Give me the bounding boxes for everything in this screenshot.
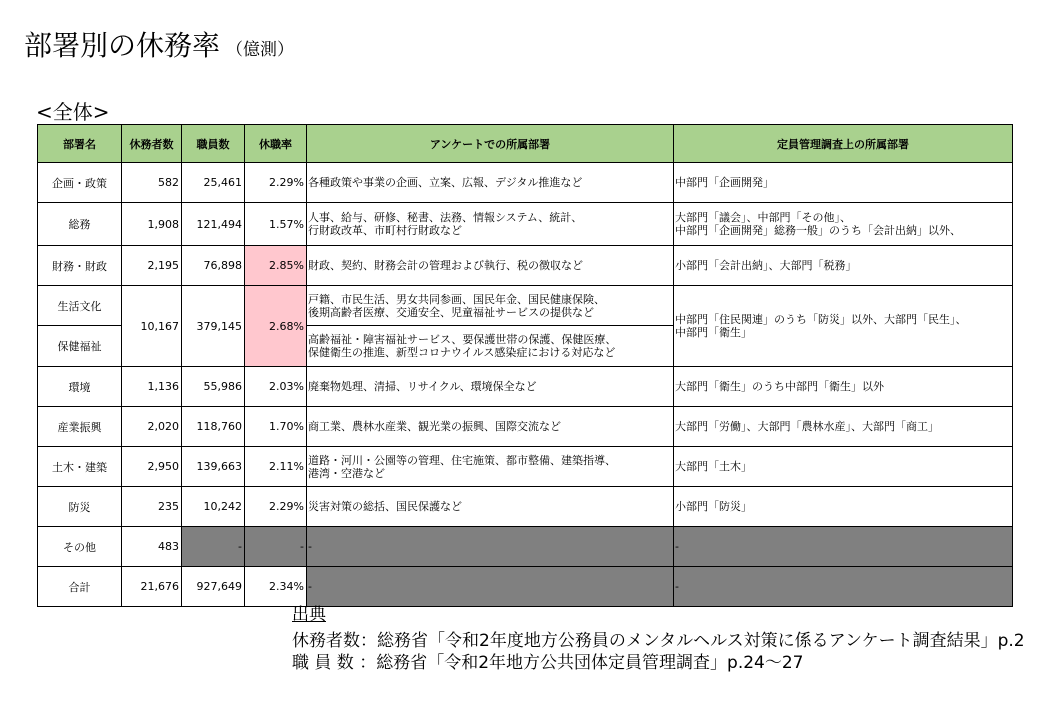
page-title-note: （億測） — [226, 40, 295, 60]
quota-dept: 中部門「企画開発」 — [674, 163, 1013, 203]
leave-count: 2,950 — [122, 447, 182, 487]
staff-count: 76,898 — [182, 246, 245, 286]
survey-dept-na: - — [307, 567, 674, 607]
dept-name: 土木・建築 — [38, 447, 122, 487]
leave-count: 483 — [122, 527, 182, 567]
survey-dept: 高齢福祉・障害福祉サービス、要保護世帯の保護、保健医療、 保健衛生の推進、新型コロナウイルス感染症における対応など — [307, 326, 674, 367]
quota-dept-na: - — [674, 567, 1013, 607]
leave-count: 1,908 — [122, 203, 182, 246]
header-staff: 職員数 — [182, 125, 245, 163]
source-heading: 出典 — [292, 605, 326, 625]
leave-rate: 2.29% — [245, 487, 307, 527]
header-dept: 部署名 — [38, 125, 122, 163]
dept-name: 生活文化 — [38, 286, 122, 326]
table-row — [38, 527, 1013, 567]
table-row — [38, 447, 1013, 487]
staff-count: 121,494 — [182, 203, 245, 246]
table-row — [38, 163, 1013, 203]
survey-dept: 商工業、農林水産業、観光業の振興、国際交流など — [307, 407, 674, 447]
quota-dept: 大部門「議会」、中部門「その他」、 中部門「企画開発」総務一般」のうち「会計出納」以外、 — [674, 203, 1013, 246]
leave-rate: 1.57% — [245, 203, 307, 246]
source-line-staff: 職 員 数 ：総務省「令和2年地方公共団体定員管理調査」p.24～27 — [292, 653, 804, 673]
quota-dept: 小部門「防災」 — [674, 487, 1013, 527]
table-row — [38, 487, 1013, 527]
leave-rate-highlight: 2.85% — [245, 246, 307, 286]
leave-count: 582 — [122, 163, 182, 203]
dept-name: 防災 — [38, 487, 122, 527]
leave-rate: 2.34% — [245, 567, 307, 607]
staff-count: 25,461 — [182, 163, 245, 203]
staff-count: 55,986 — [182, 367, 245, 407]
quota-dept-na: - — [674, 527, 1013, 567]
survey-dept: 災害対策の総括、国民保護など — [307, 487, 674, 527]
quota-dept: 大部門「衛生」のうち中部門「衛生」以外 — [674, 367, 1013, 407]
staff-count: 379,145 — [182, 286, 245, 367]
leave-rate: 2.03% — [245, 367, 307, 407]
staff-count-na: - — [182, 527, 245, 567]
dept-name: 総務 — [38, 203, 122, 246]
survey-dept: 財政、契約、財務会計の管理および執行、税の徴収など — [307, 246, 674, 286]
dept-name: 合計 — [38, 567, 122, 607]
staff-count: 927,649 — [182, 567, 245, 607]
table-row — [38, 203, 1013, 246]
leave-count: 1,136 — [122, 367, 182, 407]
leave-rate: 2.29% — [245, 163, 307, 203]
quota-dept: 大部門「土木」 — [674, 447, 1013, 487]
dept-name: 財務・財政 — [38, 246, 122, 286]
survey-dept: 廃棄物処理、清掃、リサイクル、環境保全など — [307, 367, 674, 407]
leave-count: 2,020 — [122, 407, 182, 447]
table-row — [38, 286, 1013, 326]
header-survey-dept: アンケートでの所属部署 — [307, 125, 674, 163]
leave-count: 21,676 — [122, 567, 182, 607]
survey-dept: 道路・河川・公園等の管理、住宅施策、都市整備、建築指導、 港湾・空港など — [307, 447, 674, 487]
leave-rate-table — [37, 124, 1013, 607]
leave-count: 10,167 — [122, 286, 182, 367]
table-row-total — [38, 567, 1013, 607]
survey-dept: 戸籍、市民生活、男女共同参画、国民年金、国民健康保険、 後期高齢者医療、交通安全、児童福祉サービスの提供など — [307, 286, 674, 326]
leave-rate: 2.11% — [245, 447, 307, 487]
table-row — [38, 367, 1013, 407]
staff-count: 10,242 — [182, 487, 245, 527]
dept-name: 産業振興 — [38, 407, 122, 447]
leave-count: 2,195 — [122, 246, 182, 286]
header-leave: 休務者数 — [122, 125, 182, 163]
quota-dept: 小部門「会計出納」、大部門「税務」 — [674, 246, 1013, 286]
quota-dept: 大部門「労働」、大部門「農林水産」、大部門「商工」 — [674, 407, 1013, 447]
source-line-leave: 休務者数：総務省「令和2年度地方公務員のメンタルヘルス対策に係るアンケート調査結果」p.2 — [292, 631, 1025, 651]
dept-name: その他 — [38, 527, 122, 567]
quota-dept: 中部門「住民関連」のうち「防災」以外、大部門「民生」、 中部門「衛生」 — [674, 286, 1013, 367]
dept-name: 企画・政策 — [38, 163, 122, 203]
section-label: <全体> — [36, 100, 110, 124]
dept-name: 環境 — [38, 367, 122, 407]
source-citation — [292, 604, 1025, 674]
survey-dept: 人事、給与、研修、秘書、法務、情報システム、統計、 行財政改革、市町村行財政など — [307, 203, 674, 246]
leave-rate: 1.70% — [245, 407, 307, 447]
staff-count: 118,760 — [182, 407, 245, 447]
dept-name: 保健福祉 — [38, 326, 122, 367]
leave-rate-na: - — [245, 527, 307, 567]
table-header-row — [38, 125, 1013, 163]
table-row — [38, 407, 1013, 447]
header-quota-dept: 定員管理調査上の所属部署 — [674, 125, 1013, 163]
leave-rate-highlight: 2.68% — [245, 286, 307, 367]
leave-count: 235 — [122, 487, 182, 527]
table-row — [38, 246, 1013, 286]
survey-dept-na: - — [307, 527, 674, 567]
survey-dept: 各種政策や事業の企画、立案、広報、デジタル推進など — [307, 163, 674, 203]
page-title: 部署別の休務率 （億測） — [24, 29, 295, 62]
staff-count: 139,663 — [182, 447, 245, 487]
header-rate: 休職率 — [245, 125, 307, 163]
